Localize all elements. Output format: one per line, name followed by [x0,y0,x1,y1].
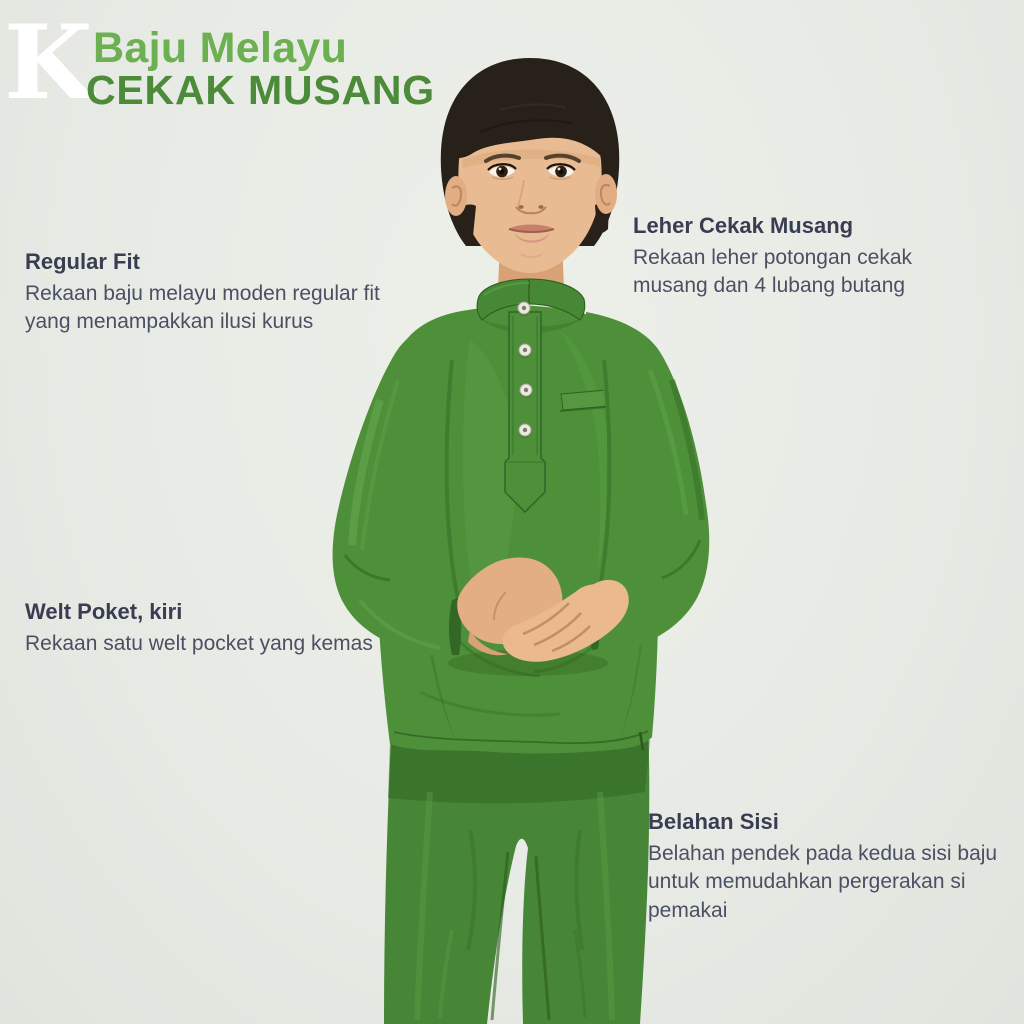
annotation-title: Regular Fit [25,249,140,274]
annotation-title: Welt Poket, kiri [25,599,183,624]
annotation-regular-fit [25,248,397,337]
shirt-button [519,344,531,358]
annotation-title: Leher Cekak Musang [633,213,854,238]
shirt-button [520,384,532,398]
head [441,58,619,273]
page-title-line1: Baju Melayu [93,24,348,72]
brand-logo-monogram: K [4,3,93,123]
annotation-description: Belahan pendek pada kedua sisi baju untuk memudahkan pergerakan si pemakai [648,841,998,922]
shirt-button [519,424,531,438]
shirt-button [518,302,530,316]
annotation-description: Rekaan leher potongan cekak musang dan 4 lubang butang [633,245,913,298]
annotation-description: Rekaan satu welt pocket yang kemas [25,631,373,655]
annotation-description: Rekaan baju melayu moden regular fit yang menampakkan ilusi kurus [25,281,380,334]
button-placket [505,312,545,512]
annotation-belahan-sisi [648,808,1004,925]
trousers [384,720,650,1024]
annotation-welt-poket [25,598,425,658]
page-title-line2: CEKAK MUSANG [86,67,435,113]
annotation-leher-cekak-musang [633,212,985,301]
annotation-title: Belahan Sisi [648,809,779,834]
